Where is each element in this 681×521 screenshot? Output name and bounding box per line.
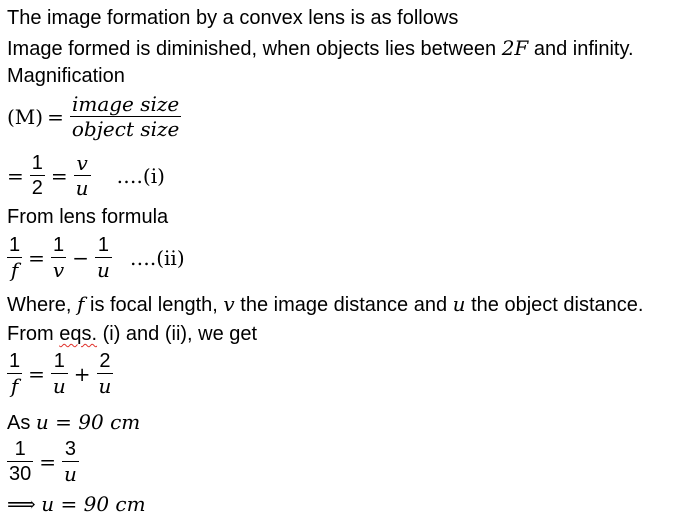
denominator: u xyxy=(96,258,110,282)
equals-sign: = xyxy=(47,104,64,129)
numerator: v xyxy=(76,151,88,175)
math-u-value: u = 90 cm xyxy=(35,410,141,434)
denominator: 2 xyxy=(31,177,43,199)
math-u-result: u = 90 cm xyxy=(41,492,146,516)
equation-tag-i: ….(i) xyxy=(116,163,165,188)
equation-iv xyxy=(7,437,81,486)
numerator: 1 xyxy=(31,152,43,174)
magnification-label: Magnification xyxy=(7,65,125,87)
denominator: 30 xyxy=(9,463,32,485)
denominator: u xyxy=(64,462,77,486)
heading-line: The image formation by a convex lens is as follows xyxy=(7,7,459,29)
text-segment: From xyxy=(7,323,60,345)
equation-i xyxy=(7,151,165,200)
equation-ii xyxy=(7,233,185,282)
fraction-v-over-u xyxy=(74,151,91,200)
fraction-one-over-thirty xyxy=(7,437,33,486)
text-segment: and infinity. xyxy=(528,38,634,60)
fraction-one-half xyxy=(30,151,45,200)
math-2f: 2F xyxy=(501,36,529,60)
math-u: u xyxy=(452,292,466,316)
text-segment: Where, xyxy=(7,294,78,316)
text-segment: As xyxy=(7,412,36,434)
text-segment: the image distance and xyxy=(234,294,453,316)
text-segment: Image formed is diminished, when objects lies between xyxy=(7,38,502,60)
math-f: f xyxy=(77,292,85,316)
numerator: 3 xyxy=(64,438,77,460)
numerator: 1 xyxy=(9,350,21,372)
fraction-one-over-u xyxy=(51,349,68,398)
denominator: v xyxy=(52,258,65,282)
spellcheck-underlined-word: eqs. xyxy=(59,323,98,345)
text-segment: the object distance. xyxy=(465,294,644,316)
denominator: u xyxy=(75,176,89,200)
equals-sign: = xyxy=(50,163,68,188)
numerator: 1 xyxy=(53,350,65,372)
denominator: f xyxy=(10,374,19,398)
numerator: 2 xyxy=(99,350,111,372)
fraction-one-over-v xyxy=(51,233,66,282)
numerator: 1 xyxy=(97,234,109,256)
numerator: 1 xyxy=(9,234,21,256)
fraction-one-over-f xyxy=(7,349,22,398)
denominator: u xyxy=(52,374,66,398)
equals-sign: = xyxy=(7,163,24,188)
fraction-one-over-u xyxy=(95,233,112,282)
final-result-line xyxy=(7,492,146,517)
denominator: f xyxy=(10,258,19,282)
m-symbol: (M) xyxy=(7,104,44,129)
fraction-two-over-u xyxy=(97,349,114,398)
denominator: u xyxy=(98,374,112,398)
diminished-image-line xyxy=(7,36,634,61)
fraction-image-over-object xyxy=(70,92,182,141)
lens-formula-label: From lens formula xyxy=(7,206,169,228)
equation-iii xyxy=(7,349,115,398)
from-eqs-line xyxy=(7,322,257,346)
text-segment: is focal length, xyxy=(84,294,224,316)
minus-sign: − xyxy=(72,245,89,270)
equals-sign: = xyxy=(39,449,57,474)
equation-tag-ii: ….(ii) xyxy=(129,245,185,270)
magnification-equation xyxy=(7,92,183,141)
text-segment: (i) and (ii), we get xyxy=(97,323,258,345)
fraction-one-over-f xyxy=(7,233,22,282)
equals-sign: = xyxy=(28,245,45,270)
numerator: 1 xyxy=(14,438,26,460)
numerator: 1 xyxy=(52,234,65,256)
math-v: v xyxy=(223,292,235,316)
numerator: image size xyxy=(71,92,180,116)
denominator: object size xyxy=(71,117,180,141)
where-definitions-line xyxy=(7,292,643,317)
as-u-equals-line xyxy=(7,410,140,435)
fraction-three-over-u xyxy=(62,437,79,486)
implies-arrow: ⟹ xyxy=(7,492,36,516)
equals-sign: = xyxy=(28,361,45,386)
plus-sign: + xyxy=(73,361,91,386)
